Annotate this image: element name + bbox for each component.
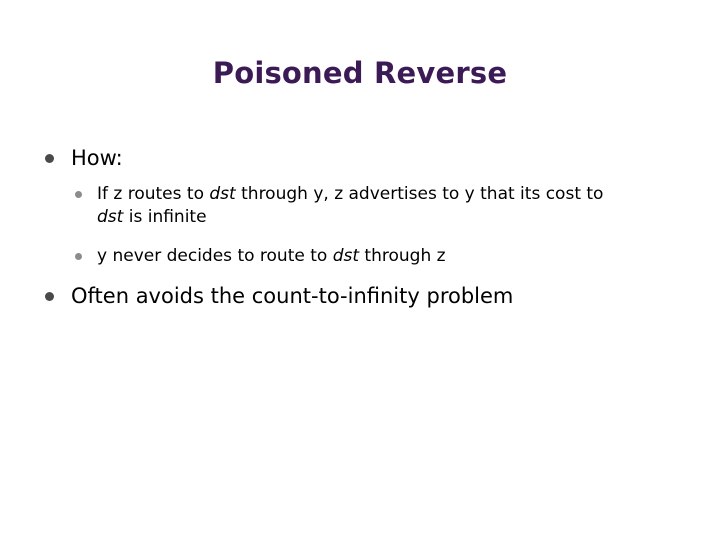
bullet-dot-icon: [45, 154, 54, 163]
text-segment: If z routes to: [97, 184, 210, 204]
subbullet-text: [97, 245, 446, 268]
subbullet-2: [75, 245, 705, 268]
slide-title: Poisoned Reverse: [212, 56, 508, 90]
subbullet-dot-icon: [75, 253, 82, 260]
text-segment: is infinite: [123, 207, 207, 227]
bullet-text: Often avoids the count-to-infinity problem: [71, 284, 514, 308]
bullet-how: [45, 145, 123, 171]
subbullet-line-2: [97, 206, 603, 229]
bullet-text: How:: [71, 146, 123, 170]
text-segment-italic: dst: [332, 246, 360, 266]
subbullet-dot-icon: [75, 191, 82, 198]
text-segment-italic: dst: [97, 207, 124, 227]
subbullet-line-1: [97, 183, 603, 206]
text-segment-italic: dst: [209, 184, 236, 204]
bullet-count-to-infinity: [45, 283, 513, 309]
bullet-dot-icon: [45, 292, 54, 301]
subbullet-text: [97, 183, 603, 229]
text-segment: y never decides to route to: [97, 246, 333, 266]
text-segment: through y, z advertises to y that its cost to: [235, 184, 604, 204]
subbullet-1: [75, 183, 705, 229]
text-segment: through z: [359, 246, 446, 266]
